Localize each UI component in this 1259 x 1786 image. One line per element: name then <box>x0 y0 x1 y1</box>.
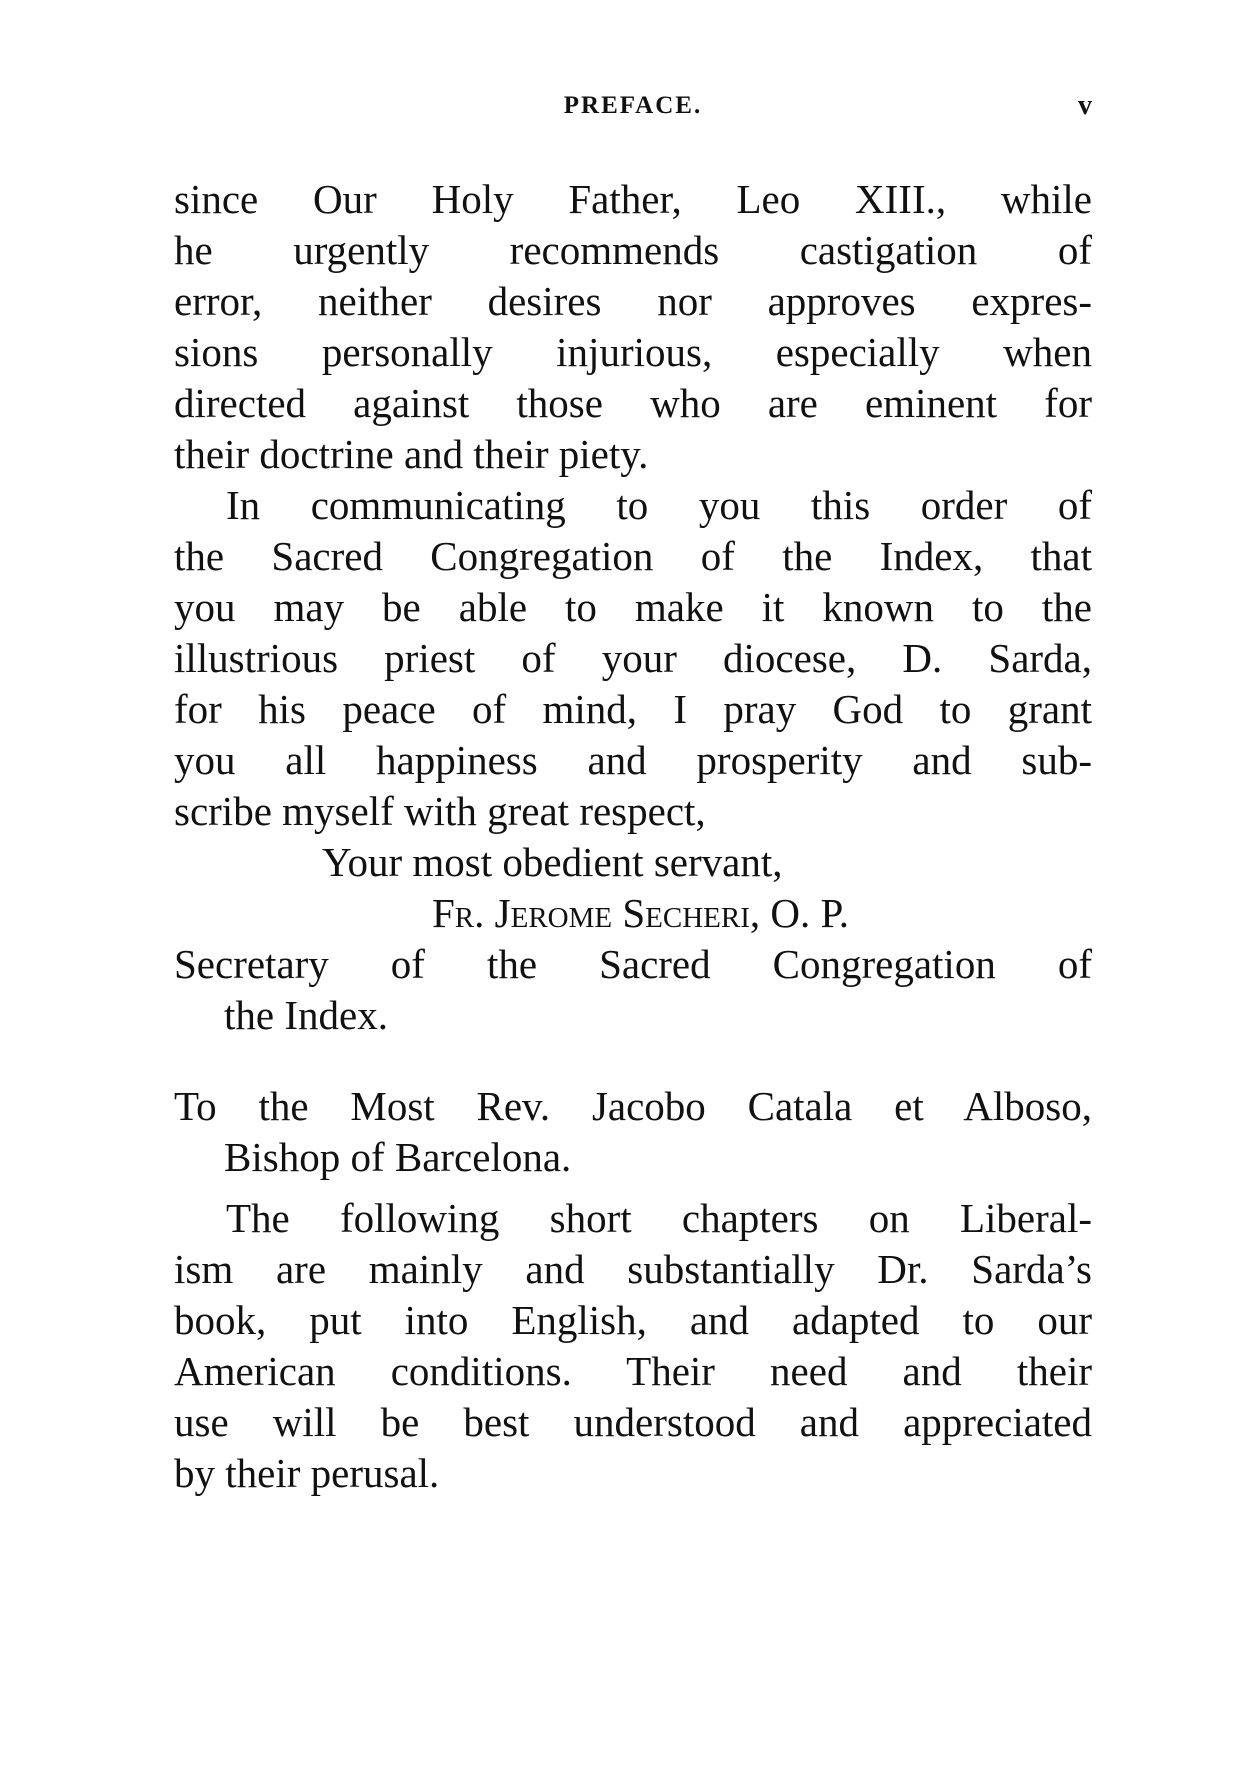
body-text <box>174 174 1092 1499</box>
text-line: scribe myself with great respect, <box>174 788 706 834</box>
letter-address <box>174 1081 1092 1183</box>
page-number: v <box>1078 90 1092 121</box>
running-head <box>174 92 1092 132</box>
signatory-title <box>174 939 1092 1041</box>
text-line: To the Most Rev. Jacobo Catala et Alboso, <box>174 1083 1092 1129</box>
text-line: error, neither desires nor approves expres- <box>174 278 1092 324</box>
text-line: their doctrine and their piety. <box>174 431 649 477</box>
text-line: the Index. <box>224 992 388 1038</box>
text-line: by their perusal. <box>174 1450 440 1496</box>
text-line: directed against those who are eminent for <box>174 380 1092 426</box>
text-line: In communicating to you this order of <box>226 482 1092 528</box>
spacer <box>174 1183 1092 1193</box>
text-line: use will be best understood and appreciated <box>174 1399 1092 1445</box>
text-line: The following short chapters on Liberal- <box>226 1195 1092 1241</box>
text-line: since Our Holy Father, Leo XIII., while <box>174 176 1092 222</box>
text-line: illustrious priest of your diocese, D. Sarda, <box>174 635 1092 681</box>
text-line: for his peace of mind, I pray God to grant <box>174 686 1092 732</box>
letter-signature: Fr. Jerome Secheri, O. P. <box>432 890 849 936</box>
text-line: you all happiness and prosperity and sub- <box>174 737 1092 783</box>
text-line: you may be able to make it known to the <box>174 584 1092 630</box>
text-line: American conditions. Their need and their <box>174 1348 1092 1394</box>
text-line: he urgently recommends castigation of <box>174 227 1092 273</box>
text-line: ism are mainly and substantially Dr. Sarda’s <box>174 1246 1092 1292</box>
spacer <box>174 1041 1092 1081</box>
text-line: sions personally injurious, especially when <box>174 329 1092 375</box>
text-line: Secretary of the Sacred Congregation of <box>174 941 1092 987</box>
paragraph-1 <box>174 174 1092 480</box>
paragraph-3 <box>174 1193 1092 1499</box>
text-line: the Sacred Congregation of the Index, that <box>174 533 1092 579</box>
letter-closing: Your most obedient servant, <box>322 839 783 885</box>
text-line: book, put into English, and adapted to our <box>174 1297 1092 1343</box>
running-title: PREFACE. <box>563 92 703 119</box>
text-line: Bishop of Barcelona. <box>224 1134 572 1180</box>
paragraph-2 <box>174 480 1092 837</box>
